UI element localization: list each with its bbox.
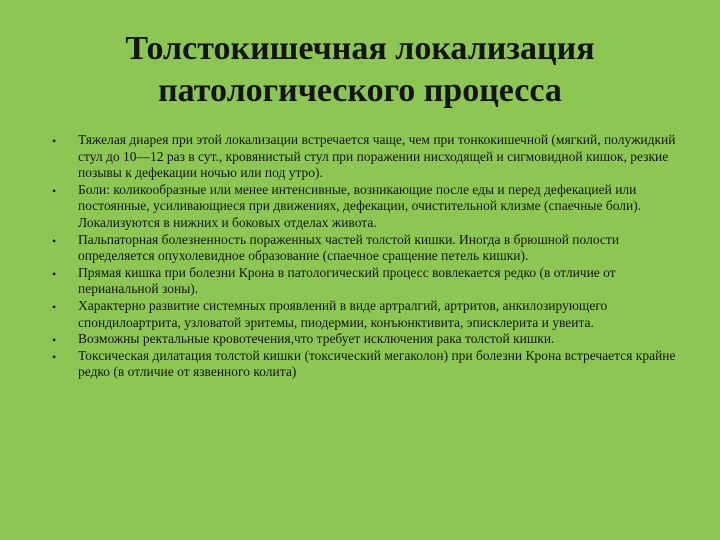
slide-title (40, 28, 680, 112)
bullet-item (50, 132, 682, 182)
bullet-list (50, 132, 682, 381)
bullet-text: Пальпаторная болезненность пораженных частей толстой кишки. Иногда в брюшной полости определяется опухолевидное образование (спаечное сращение петель кишки). (78, 231, 620, 264)
bullet-text: Прямая кишка при болезни Крона в патологический процесс вовлекается редко (в отличие от перианальной зоны). (78, 264, 616, 297)
bullet-item (50, 265, 682, 298)
bullet-dot-icon: • (52, 134, 57, 148)
bullet-item (50, 298, 682, 331)
bullet-dot-icon: • (52, 333, 57, 348)
bullet-text: Тяжелая диарея при этой локализации встречается чаще, чем при тонкокишечной (мягкий, полужидкий стул до 10—12 раз в сут., кровянистый стул при поражении нисходящей и сигмовидной кишок, резкие позывы к дефекации ночью или под утро). (78, 132, 676, 181)
bullet-item (50, 348, 682, 381)
bullet-dot-icon: • (52, 299, 57, 314)
bullet-dot-icon: • (52, 183, 57, 198)
bullet-dot-icon: • (52, 349, 57, 364)
slide-title-line-2: патологического процесса (158, 72, 562, 109)
bullet-item (50, 232, 682, 265)
bullet-item (50, 182, 682, 232)
slide-title-line-1: Толстокишечная локализация (125, 30, 595, 67)
bullet-text: Характерно развитие системных проявлений в виде артралгий, артритов, анкилозирующего спондилоартрита, узловатой эритемы, пиодермии, конъюнктивита, эписклерита и увеита. (78, 297, 608, 330)
bullet-dot-icon: • (52, 266, 57, 281)
bullet-item (50, 331, 682, 348)
bullet-text: Боли: коликообразные или менее интенсивные, возникающие после еды и перед дефекацией или постоянные, усиливающиеся при движениях, дефекации, очистительной клизме (спаечные боли). Локализуются в нижних и боковых отделах живота. (78, 181, 642, 230)
bullet-text: Возможны ректальные кровотечения,что требует исключения рака толстой кишки. (78, 331, 555, 347)
bullet-text: Токсическая дилатация толстой кишки (токсический мегаколон) при болезни Крона встречается крайне редко (в отличие от язвенного колита) (78, 347, 676, 380)
bullet-dot-icon: • (52, 233, 57, 248)
